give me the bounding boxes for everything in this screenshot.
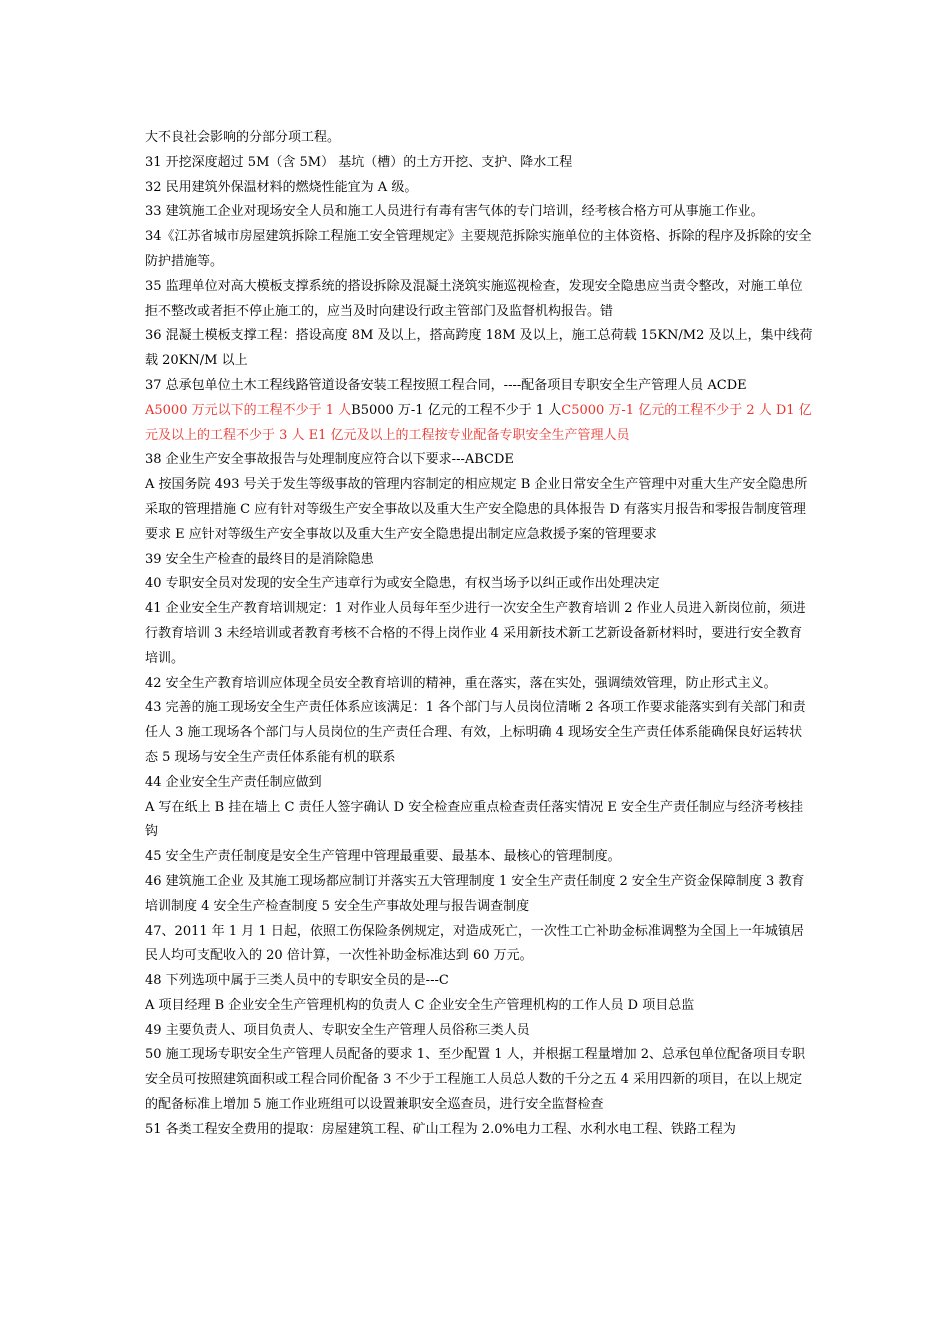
- paragraph: [145, 548, 813, 573]
- text-segment: 40 专职安全员对发现的安全生产违章行为或安全隐患，有权当场予以纠正或作出处理决定: [145, 576, 660, 592]
- text-segment: 45 安全生产责任制度是安全生产管理中管理最重要、最基本、最核心的管理制度。: [145, 849, 621, 865]
- text-segment: 46 建筑施工企业 及其施工现场都应制订并落实五大管理制度 1 安全生产责任制度 2 安全生产资金保障制度 3 教育培训制度 4 安全生产检查制度 5 安全生产事故处理与报告调查制度: [145, 873, 805, 914]
- text-segment: 48 下列选项中属于三类人员中的专职安全员的是---C: [145, 973, 449, 989]
- text-segment: 36 混凝土模板支撑工程：搭设高度 8M 及以上，搭高跨度 18M 及以上，施工总荷载 15KN/M2 及以上，集中线荷载 20KN/M 以上: [145, 328, 813, 369]
- text-segment: 44 企业安全生产责任制应做到: [145, 774, 322, 790]
- paragraph: [145, 845, 813, 870]
- paragraph: [145, 399, 813, 449]
- paragraph: [145, 1019, 813, 1044]
- paragraph: [145, 796, 813, 846]
- text-segment: A 按国务院 493 号关于发生等级事故的管理内容制定的相应规定 B 企业日常安全生产管理中对重大生产安全隐患所采取的管理措施 C 应有针对等级生产安全事故以及重大生产安全隐患的具体报告 D 有落实月报告和零报告制度管理要求 E 应针对等级生产安全事故以及重大生产安全隐患提出制定应急救援予案的管理要求: [145, 477, 808, 542]
- text-segment: 32 民用建筑外保温材料的燃烧性能宜为 A 级。: [145, 179, 418, 195]
- text-segment: 49 主要负责人、项目负责人、专职安全生产管理人员俗称三类人员: [145, 1022, 530, 1038]
- text-segment: 39 安全生产检查的最终目的是消除隐患: [145, 551, 374, 567]
- paragraph: [145, 275, 813, 325]
- paragraph: [145, 374, 813, 399]
- paragraph: [145, 324, 813, 374]
- paragraph: [145, 672, 813, 697]
- text-segment: 50 施工现场专职安全生产管理人员配备的要求 1、至少配置 1 人，并根据工程量增加 2、总承包单位配备项目专职安全员可按照建筑面积或工程合同价配备 3 不少于工程施工人员总人数的千分之五 4 采用四新的项目，在以上规定的配备标准上增加 5 施工作业班组可以设置兼职安全巡查员，进行安全监督检查: [145, 1047, 806, 1113]
- paragraph: [145, 994, 813, 1019]
- text-segment: 37 总承包单位土木工程线路管道设备安装工程按照工程合同，----配备项目专职安全生产管理人员 ACDE: [145, 377, 747, 393]
- text-segment: 31 开挖深度超过 5M（含 5M） 基坑（槽）的土方开挖、支护、降水工程: [145, 154, 573, 170]
- text-segment: 43 完善的施工现场安全生产责任体系应该满足：1 各个部门与人员岗位清晰 2 各项工作要求能落实到有关部门和责任人 3 施工现场各个部门与人员岗位的生产责任合理、有效，上标明确 4 现场安全生产责任体系能确保良好运转状态 5 现场与安全生产责任体系能有机的联系: [145, 700, 806, 765]
- highlighted-text: A5000 万元以下的工程不少于 1 人: [145, 402, 352, 418]
- text-segment: B5000 万-1 亿元的工程不少于 1 人: [351, 402, 562, 418]
- paragraph: [145, 1118, 813, 1143]
- paragraph: [145, 771, 813, 796]
- paragraph: [145, 176, 813, 201]
- text-segment: A 项目经理 B 企业安全生产管理机构的负责人 C 企业安全生产管理机构的工作人员 D 项目总监: [145, 997, 695, 1013]
- paragraph: [145, 969, 813, 994]
- text-segment: 47、2011 年 1 月 1 日起，依照工伤保险条例规定，对造成死亡，一次性工亡补助金标准调整为全国上一年城镇居民人均可支配收入的 20 倍计算，一次性补助金标准达到 60 万元。: [145, 923, 804, 964]
- text-segment: A 写在纸上 B 挂在墙上 C 责任人签字确认 D 安全检查应重点检查责任落实情况 E 安全生产责任制应与经济考核挂钩: [145, 799, 803, 840]
- text-segment: 34《江苏省城市房屋建筑拆除工程施工安全管理规定》主要规范拆除实施单位的主体资格、拆除的程序及拆除的安全防护措施等。: [145, 229, 812, 269]
- text-segment: 41 企业安全生产教育培训规定：1 对作业人员每年至少进行一次安全生产教育培训 2 作业人员进入新岗位前，须进行教育培训 3 未经培训或者教育考核不合格的不得上岗作业 4 采用新技术新工艺新设备新材料时，要进行安全教育培训。: [145, 601, 806, 666]
- text-segment: 51 各类工程安全费用的提取：房屋建筑工程、矿山工程为 2.0%电力工程、水利水电工程、铁路工程为: [145, 1121, 736, 1137]
- paragraph: [145, 126, 813, 151]
- paragraph: [145, 473, 813, 547]
- text-segment: 42 安全生产教育培训应体现全员安全教育培训的精神，重在落实，落在实处，强调绩效管理，防止形式主义。: [145, 675, 777, 691]
- paragraph: [145, 151, 813, 176]
- text-segment: 33 建筑施工企业对现场安全人员和施工人员进行有毒有害气体的专门培训，经考核合格方可从事施工作业。: [145, 204, 764, 220]
- paragraph: [145, 200, 813, 225]
- paragraph: [145, 448, 813, 473]
- paragraph: [145, 572, 813, 597]
- paragraph: [145, 870, 813, 920]
- text-segment: 35 监理单位对高大模板支撑系统的搭设拆除及混凝土浇筑实施巡视检查，发现安全隐患应当责令整改，对施工单位拒不整改或者拒不停止施工的，应当及时向建设行政主管部门及监督机构报告。错: [145, 278, 803, 319]
- paragraph: [145, 225, 813, 275]
- paragraph: [145, 696, 813, 770]
- paragraph: [145, 597, 813, 671]
- paragraph: [145, 920, 813, 970]
- document-body: [145, 126, 813, 1143]
- highlighted-text: C5000 万-1 亿元的工程不少于 2 人 D1 亿元及以上的工程不少于 3 人 E1 亿元及以上的工程按专业配备专职安全生产管理人员: [145, 402, 812, 443]
- paragraph: [145, 1043, 813, 1117]
- text-segment: 大不良社会影响的分部分项工程。: [145, 130, 341, 145]
- text-segment: 38 企业生产安全事故报告与处理制度应符合以下要求---ABCDE: [145, 452, 514, 468]
